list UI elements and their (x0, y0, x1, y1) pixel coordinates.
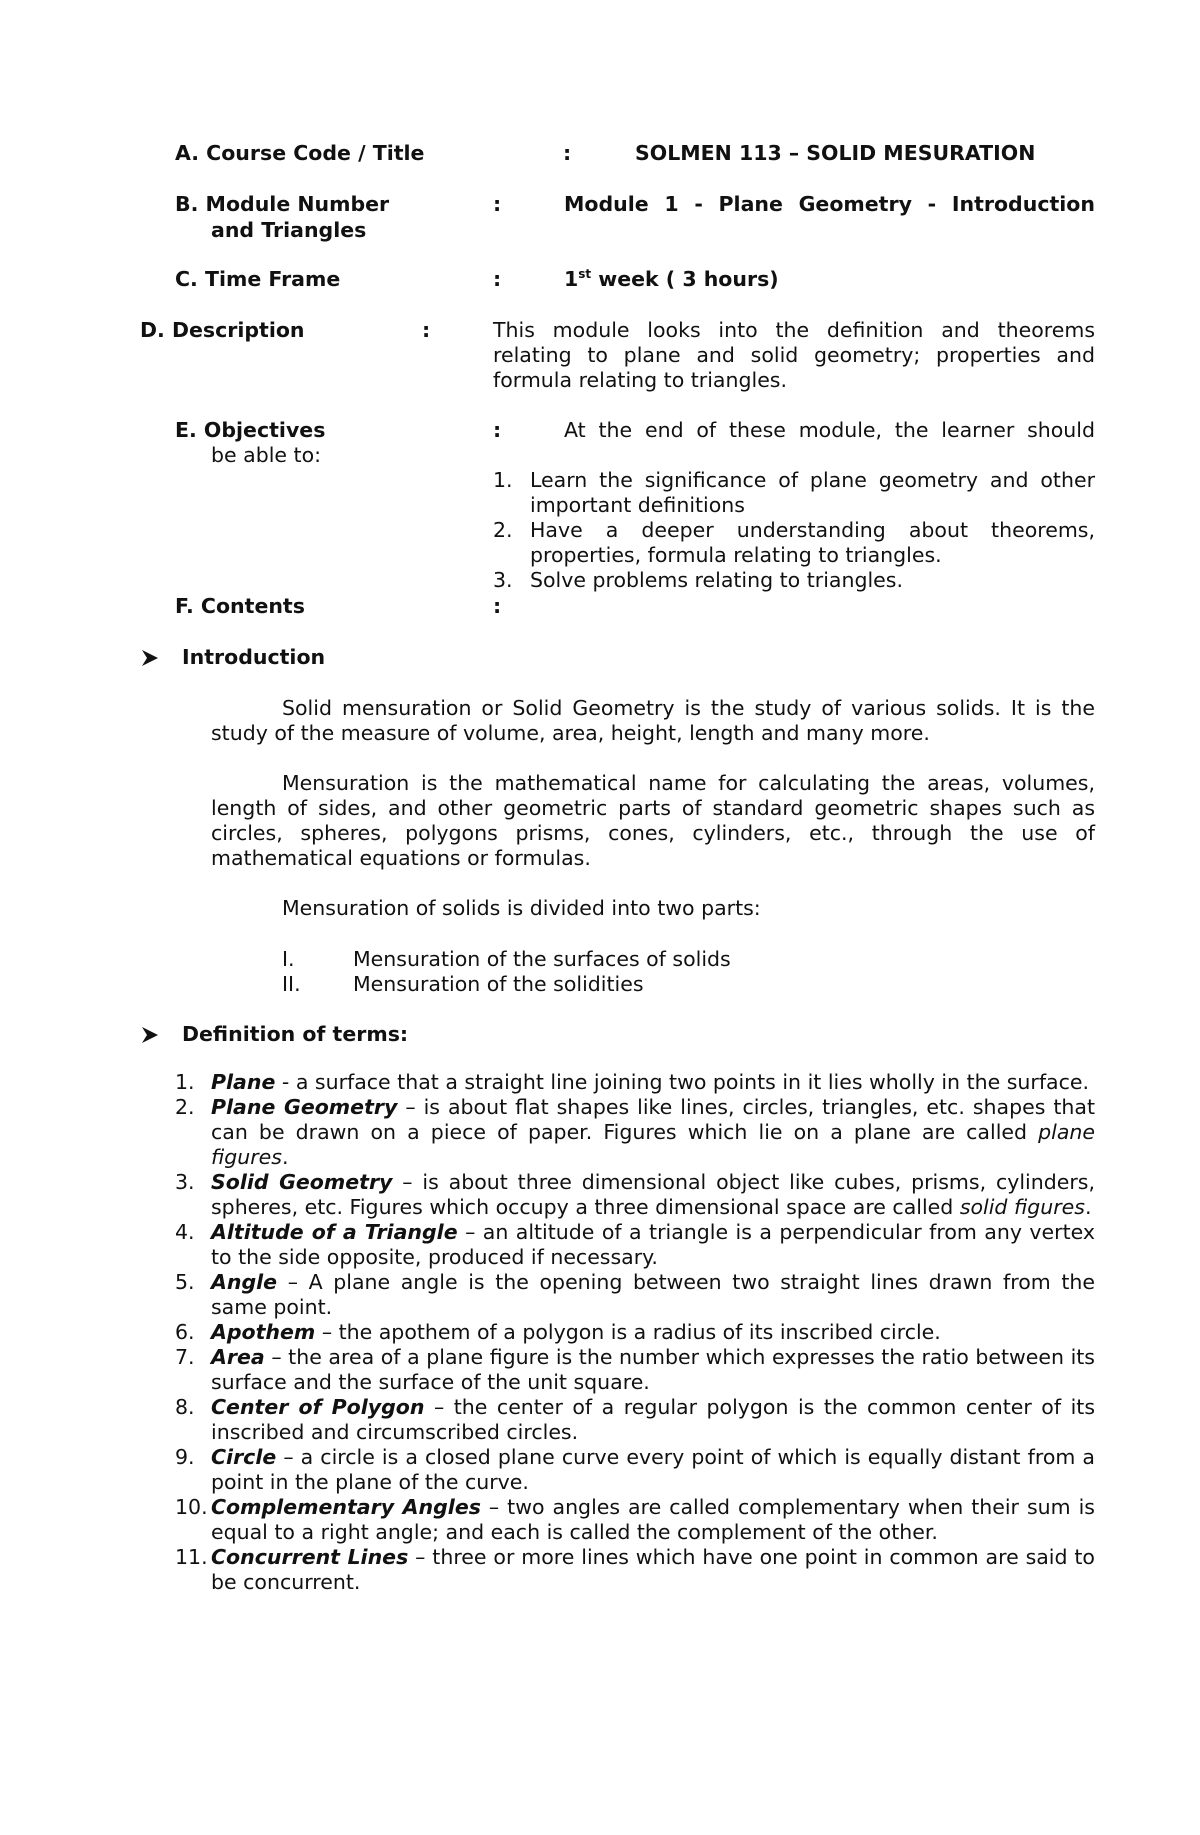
module-number-colon: : (493, 192, 502, 216)
module-number-label-cont: and Triangles (211, 218, 367, 242)
list-item: 5. Angle – A plane angle is the opening between two straight lines drawn from the same point. (175, 1270, 1095, 1319)
list-item: 3. Solid Geometry – is about three dimensional object like cubes, prisms, cylinders, spheres, etc. Figures which occupy a three dimensional space are called solid figures. (175, 1170, 1095, 1219)
course-code-label: A. Course Code / Title (175, 141, 425, 165)
list-item: 3. Solve problems relating to triangles. (493, 568, 903, 592)
objectives-label-cont: be able to: (211, 443, 322, 467)
introduction-heading: Introduction (182, 645, 326, 669)
list-item: 11. Concurrent Lines – three or more lines which have one point in common are said to be concurrent. (175, 1545, 1095, 1594)
time-frame-label: C. Time Frame (175, 267, 341, 291)
objectives-list (493, 468, 1095, 593)
objectives-label: E. Objectives (175, 418, 326, 442)
objectives-colon: : (493, 418, 502, 442)
introduction-paragraph-1: Solid mensuration or Solid Geometry is the study of various solids. It is the study of the measure of volume, area, height, length and many more. (211, 696, 1095, 745)
contents-label: F. Contents (175, 594, 305, 618)
introduction-paragraph-3: Mensuration of solids is divided into two parts: (282, 896, 761, 920)
list-item: 6. Apothem – the apothem of a polygon is a radius of its inscribed circle. (175, 1320, 941, 1344)
description-label: D. Description (140, 318, 305, 342)
module-number-label: B. Module Number (175, 192, 390, 216)
definitions-list (175, 1070, 1095, 1595)
introduction-paragraph-2: Mensuration is the mathematical name for calculating the areas, volumes, length of sides, and other geometric parts of standard geometric shapes such as circles, spheres, polygons prisms, cones, cylinders, etc., through the use of mathematical equations or formulas. (211, 771, 1095, 870)
part-number: II. (282, 972, 301, 996)
objectives-intro: At the end of these module, the learner should (564, 418, 1095, 442)
description-colon: : (422, 318, 431, 342)
part-number: I. (282, 947, 295, 971)
list-item: 7. Area – the area of a plane figure is the number which expresses the ratio between its surface and the surface of the unit square. (175, 1345, 1095, 1394)
list-item: 1. Plane - a surface that a straight line joining two points in it lies wholly in the surface. (175, 1070, 1090, 1094)
list-item: 2. Plane Geometry – is about flat shapes like lines, circles, triangles, etc. shapes that can be drawn on a piece of paper. Figures which lie on a plane are called plane figures. (175, 1095, 1095, 1169)
arrow-bullet-icon (140, 648, 160, 668)
module-number-value: Module 1 - Plane Geometry - Introduction (564, 192, 1095, 216)
time-frame-value: 1st week ( 3 hours) (564, 267, 779, 291)
list-item: 8. Center of Polygon – the center of a regular polygon is the common center of its inscribed and circumscribed circles. (175, 1395, 1095, 1444)
part-text: Mensuration of the solidities (353, 972, 644, 996)
definitions-heading: Definition of terms: (182, 1022, 409, 1046)
part-text: Mensuration of the surfaces of solids (353, 947, 731, 971)
list-item: 10. Complementary Angles – two angles are called complementary when their sum is equal to a right angle; and each is called the complement of the other. (175, 1495, 1095, 1544)
list-item: 2. Have a deeper understanding about theorems, properties, formula relating to triangles. (493, 518, 1095, 567)
list-item: 4. Altitude of a Triangle – an altitude of a triangle is a perpendicular from any vertex to the side opposite, produced if necessary. (175, 1220, 1095, 1269)
list-item: 1. Learn the significance of plane geometry and other important definitions (493, 468, 1095, 517)
list-item: 9. Circle – a circle is a closed plane curve every point of which is equally distant from a point in the plane of the curve. (175, 1445, 1095, 1494)
description-text: This module looks into the definition and theorems relating to plane and solid geometry; properties and formula relating to triangles. (493, 318, 1095, 392)
arrow-bullet-icon (140, 1025, 160, 1045)
course-code-value: SOLMEN 113 – SOLID MESURATION (635, 141, 1036, 165)
time-frame-colon: : (493, 267, 502, 291)
course-code-colon: : (563, 141, 572, 165)
contents-colon: : (493, 594, 502, 618)
